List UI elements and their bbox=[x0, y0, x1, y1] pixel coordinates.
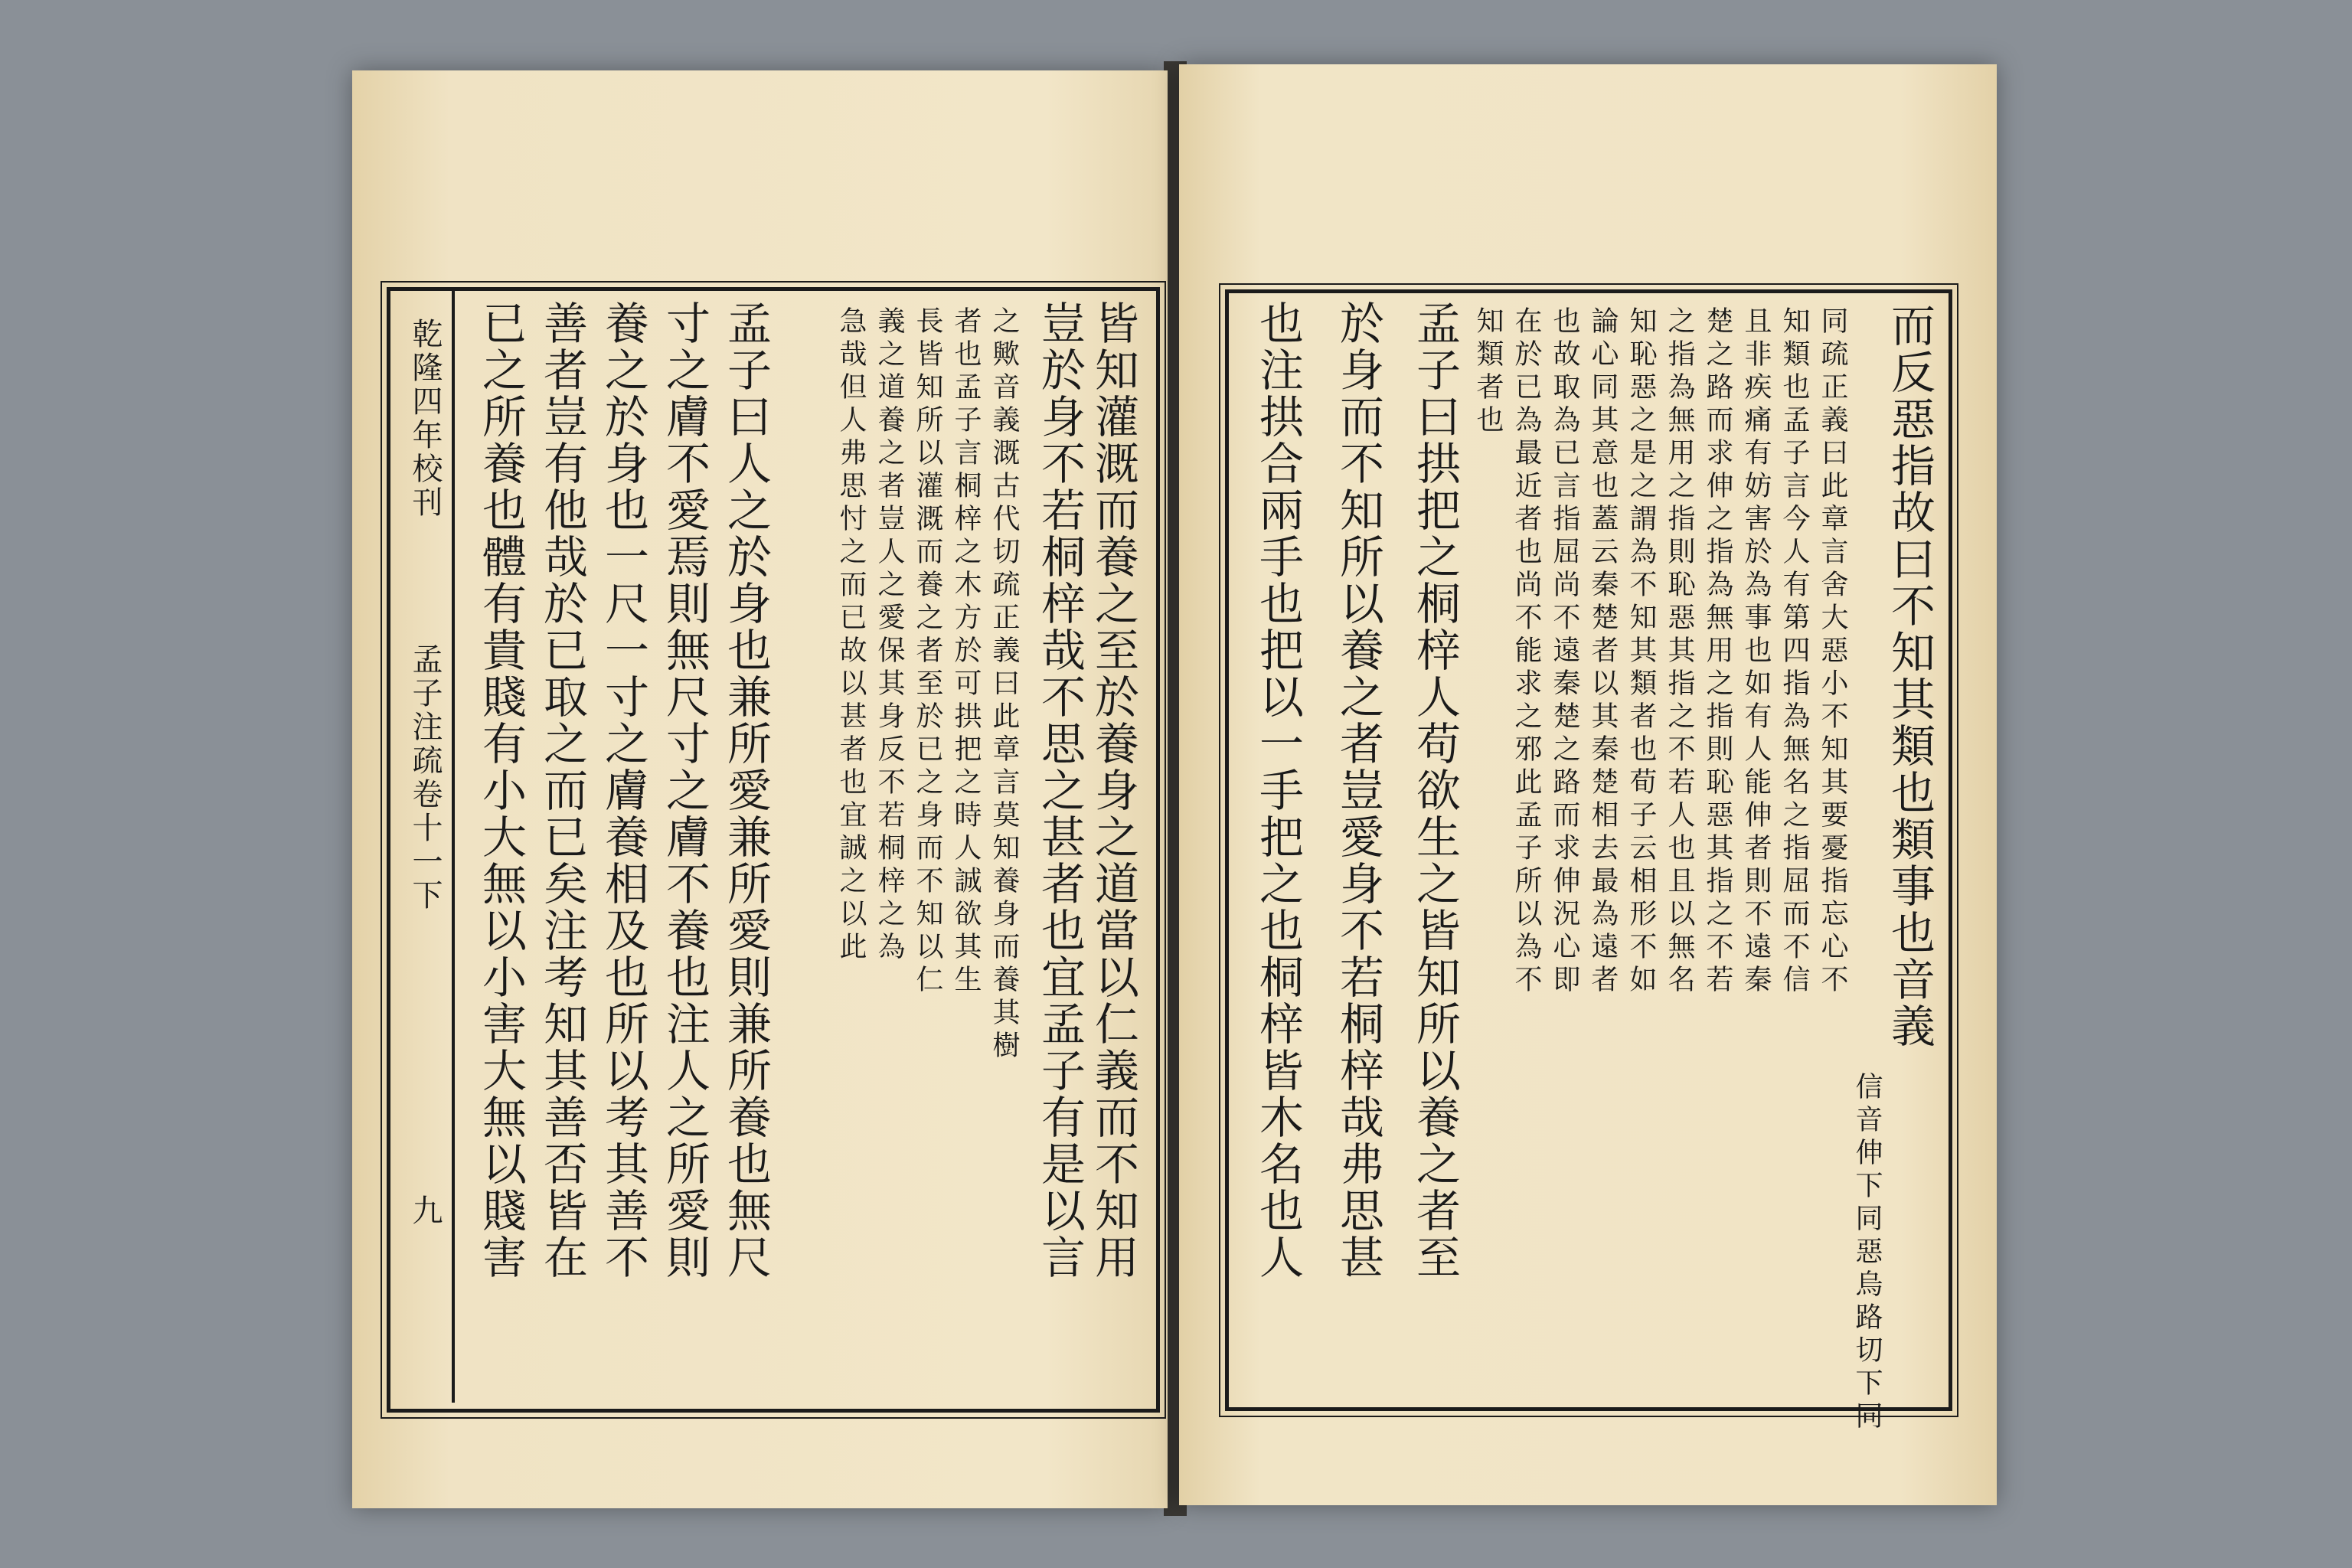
left-column-5: 長皆知所以灌溉而養之者至於已之身而不知以仁 bbox=[912, 306, 943, 998]
right-column-5: 楚之路而求伸之指為無用之指則恥惡其指之不若 bbox=[1702, 306, 1733, 998]
right-column-11: 知類者也 bbox=[1472, 306, 1504, 438]
left-column-3: 之歟音義溉古代切疏正義曰此章言莫知養身而養其樹 bbox=[988, 306, 1020, 1063]
right-annotation: 信音伸下同惡烏路切下同 bbox=[1851, 1072, 1883, 1434]
book-title-label: 孟子注疏卷十一下 bbox=[407, 643, 443, 913]
right-column-7: 知恥惡之是之謂為不知其類者也荀子云相形不如 bbox=[1625, 306, 1657, 998]
right-column-13: 於身而不知所以養之者豈愛身不若桐梓哉弗思甚 bbox=[1332, 300, 1384, 1281]
right-column-4: 且非疾痛有妨害於為事也如有人能伸者則不遠秦 bbox=[1740, 306, 1772, 998]
left-column-1: 皆知灌溉而養之至於養身之道當以仁義而不知用 bbox=[1087, 300, 1139, 1281]
leaf-number: 九 bbox=[407, 1194, 443, 1228]
right-column-1: 而反惡指故曰不知其類也類事也音義 bbox=[1883, 302, 1936, 1050]
right-column-2: 同疏正義曰此章言舍大惡小不知其要憂指忘心不 bbox=[1817, 306, 1848, 998]
right-column-8: 論心同其意也蓋云秦楚者以其秦楚相去最為遠者 bbox=[1587, 306, 1619, 998]
left-column-9: 寸之膚不愛焉則無尺寸之膚不養也注人之所愛則 bbox=[658, 300, 710, 1281]
left-column-10: 養之於身也一尺一寸之膚養相及也所以考其善不 bbox=[597, 300, 649, 1281]
right-column-3: 知類也孟子言今人有第四指為無名之指屈而不信 bbox=[1779, 306, 1810, 998]
left-column-7: 急哉但人弗思忖之而已故以甚者也宜誠之以此 bbox=[835, 306, 867, 965]
left-band-rule bbox=[452, 291, 455, 1403]
edition-label: 乾隆四年校刊 bbox=[407, 318, 443, 520]
left-column-6: 義之道養之者豈人之愛保其身反不若桐梓之為 bbox=[874, 306, 905, 965]
right-column-12: 孟子曰拱把之桐梓人苟欲生之皆知所以養之者至 bbox=[1409, 300, 1461, 1281]
right-column-10: 在於已為最近者也尚不能求之邪此孟子所以為不 bbox=[1511, 306, 1542, 998]
left-column-2: 豈於身不若桐梓哉不思之甚者也宜孟子有是以言 bbox=[1034, 300, 1086, 1281]
left-column-11: 善者豈有他哉於已取之而已矣注考知其善否皆在 bbox=[536, 300, 588, 1281]
left-column-12: 已之所養也體有貴賤有小大無以小害大無以賤害 bbox=[475, 300, 527, 1281]
right-column-6: 之指為無用之指則恥惡其指之不若人也且以無名 bbox=[1664, 306, 1695, 998]
left-column-8: 孟子曰人之於身也兼所愛兼所愛則兼所養也無尺 bbox=[720, 300, 772, 1281]
right-column-14: 也注拱合兩手也把以一手把之也桐梓皆木名也人 bbox=[1252, 300, 1304, 1281]
right-column-9: 也故取為已言指屈尚不遠秦楚之路而求伸況心即 bbox=[1549, 306, 1580, 998]
left-column-4: 者也孟子言桐梓之木方於可拱把之時人誠欲其生 bbox=[950, 306, 982, 998]
